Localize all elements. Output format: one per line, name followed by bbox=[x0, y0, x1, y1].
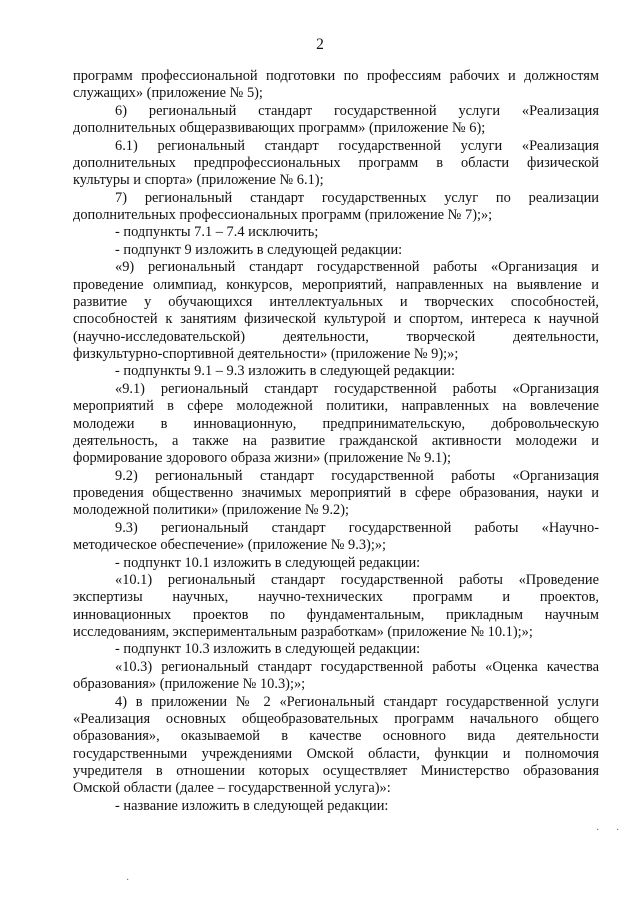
scan-speck: · bbox=[616, 825, 620, 836]
text-line: деятельность, а также на развитие гражданской активности молодежи и bbox=[73, 432, 599, 449]
text-line: - название изложить в следующей редакции: bbox=[115, 797, 389, 814]
text-line: дополнительных профессиональных программ (приложение № 7);»; bbox=[73, 207, 493, 223]
text-line: дополнительных общеразвивающих программ» (приложение № 6); bbox=[73, 120, 486, 137]
text-line: учредителя в отношении которых осуществляет Министерство образования bbox=[73, 763, 599, 779]
text-line: государственными учреждениями Омской области, функции и полномочия bbox=[73, 745, 599, 762]
text-line: исследованиям, экспериментальным разработкам» (приложение № 10.1);»; bbox=[73, 624, 533, 640]
text-line: «10.1) региональный стандарт государственной работы «Проведение bbox=[115, 571, 599, 588]
text-line: «Реализация основных общеобразовательных программ начального общего bbox=[73, 710, 599, 727]
text-line: - подпункт 10.1 изложить в следующей редакции: bbox=[115, 554, 421, 571]
text-line: программ профессиональной подготовки по профессиям рабочих и должностям bbox=[73, 68, 599, 84]
text-line: 4) в приложении № 2 «Региональный стандарт государственной услуги bbox=[115, 693, 599, 710]
text-line: «9) региональный стандарт государственной работы «Организация и bbox=[115, 259, 599, 276]
text-line: проведение олимпиад, конкурсов, мероприятий, направленных на выявление и bbox=[73, 276, 599, 293]
text-line: развитие у обучающихся интеллектуальных и творческих способностей, bbox=[73, 293, 599, 310]
text-line: физкультурно-спортивной деятельности» (приложение № 9);»; bbox=[73, 346, 459, 362]
text-line: 6.1) региональный стандарт государственной услуги «Реализация bbox=[115, 137, 599, 154]
text-line: служащих» (приложение № 5); bbox=[73, 85, 263, 102]
text-line: Омской области (далее – государственной услуга)»: bbox=[73, 780, 391, 797]
text-line: - подпункты 9.1 – 9.3 изложить в следующей редакции: bbox=[115, 363, 455, 380]
text-line: формирование здорового образа жизни» (приложение № 9.1); bbox=[73, 450, 451, 467]
text-line: проведения общественно значимых мероприятий в сфере образования, науки и bbox=[73, 485, 599, 501]
text-line: - подпункт 10.3 изложить в следующей редакции: bbox=[115, 641, 421, 658]
text-line: 9.2) региональный стандарт государственной работы «Организация bbox=[115, 467, 599, 484]
text-line: «9.1) региональный стандарт государственной работы «Организация bbox=[115, 380, 599, 397]
text-line: инновационных проектов по фундаментальным, прикладным научным bbox=[73, 606, 599, 623]
text-line: - подпункты 7.1 – 7.4 исключить; bbox=[115, 224, 319, 241]
text-line: 7) региональный стандарт государственных услуг по реализации bbox=[115, 189, 599, 206]
text-line: экспертизы научных, научно-технических программ и проектов, bbox=[73, 589, 599, 606]
text-line: 9.3) региональный стандарт государственной работы «Научно- bbox=[115, 519, 599, 536]
text-line: способностей к занятиям физической культурой и спортом, интереса к научной bbox=[73, 311, 599, 328]
text-line: 6) региональный стандарт государственной услуги «Реализация bbox=[115, 102, 599, 119]
scan-speck: · bbox=[126, 875, 130, 886]
scan-speck: · bbox=[596, 825, 600, 836]
page-number: 2 bbox=[316, 36, 324, 53]
text-line: дополнительных предпрофессиональных программ в области физической bbox=[73, 154, 599, 171]
text-line: методическое обеспечение» (приложение № 9.3);»; bbox=[73, 537, 387, 554]
text-line: (научно-исследовательской) деятельности, творческой деятельности, bbox=[73, 328, 599, 345]
text-line: мероприятий в сфере молодежной политики, направленных на вовлечение bbox=[73, 398, 599, 415]
text-line: - подпункт 9 изложить в следующей редакции: bbox=[115, 241, 403, 258]
text-line: культуры и спорта» (приложение № 6.1); bbox=[73, 172, 324, 189]
text-line: образования», оказываемой в качестве основного вида деятельности bbox=[73, 728, 599, 745]
text-line: «10.3) региональный стандарт государственной работы «Оценка качества bbox=[115, 658, 599, 675]
text-line: молодежной политики» (приложение № 9.2); bbox=[73, 502, 350, 519]
text-line: образования» (приложение № 10.3);»; bbox=[73, 676, 306, 693]
document-body bbox=[73, 68, 599, 815]
text-line: молодежи в инновационную, предпринимательскую, добровольческую bbox=[73, 415, 599, 432]
